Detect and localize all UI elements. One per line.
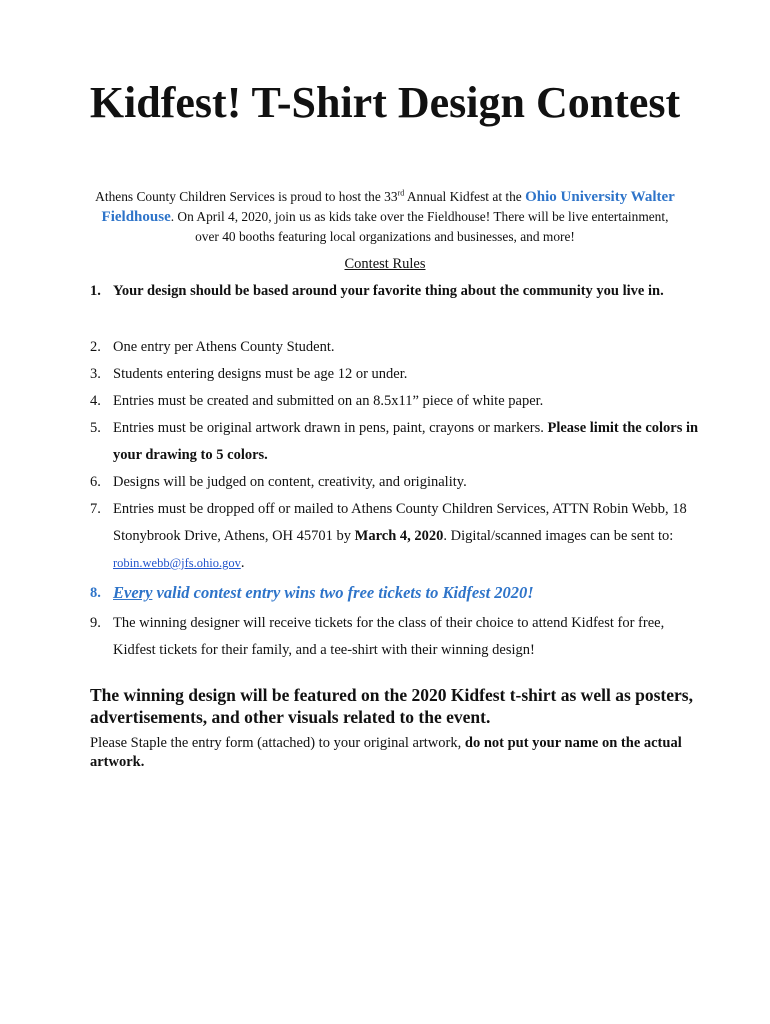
rule-number: 9.	[90, 615, 101, 631]
rule-item-4	[90, 392, 700, 411]
rule-text-2: . Digital/scanned images can be sent to:	[443, 528, 674, 544]
rule-text: valid contest entry wins two free tickets to Kidfest 2020!	[152, 583, 534, 602]
rule-item-1	[90, 282, 700, 301]
rule-number: 5.	[90, 420, 101, 436]
rule-item-3	[90, 365, 700, 384]
intro-superscript: rd	[397, 188, 405, 198]
rule-item-5	[90, 415, 700, 469]
rule-text-3: .	[240, 555, 245, 571]
intro-paragraph	[95, 187, 675, 246]
rule-text: Entries must be created and submitted on an 8.5x11” piece of white paper.	[113, 393, 544, 409]
rule-item-9	[90, 610, 700, 664]
rules-heading: Contest Rules	[344, 256, 426, 272]
intro-text-2: Annual Kidfest at the	[404, 189, 526, 204]
rule-item-7	[90, 496, 700, 577]
venue-name: Ohio University Walter Fieldhouse	[101, 189, 675, 225]
rule-number: 4.	[90, 393, 101, 409]
staple-instructions	[90, 734, 700, 772]
rule-text: Students entering designs must be age 12 or under.	[113, 366, 408, 382]
rule-item-2	[90, 338, 700, 357]
rule-text-wrapper	[113, 415, 700, 469]
rule-number: 1.	[90, 283, 101, 299]
featured-statement: The winning design will be featured on the 2020 Kidfest t-shirt as well as posters, advertisements, and other visuals related to the event.	[90, 685, 693, 727]
rule-text-wrapper	[113, 496, 700, 577]
rule-number: 8.	[90, 585, 101, 601]
staple-text: Please Staple the entry form (attached) to your original artwork,	[90, 735, 465, 751]
rule-number: 2.	[90, 339, 101, 355]
intro-text-1: Athens County Children Services is proud to host the 33	[95, 189, 398, 204]
rule-text: Designs will be judged on content, creativity, and originality.	[113, 474, 467, 490]
rule-number: 7.	[90, 501, 101, 517]
rule-text: Entries must be dropped off or mailed to Athens County Children Services, ATTN Robin Webb, 18 Stonybrook Drive, Athens, OH 45701 by	[113, 501, 687, 544]
email-link[interactable]: robin.webb@jfs.ohio.gov	[113, 556, 241, 570]
rule-emphasis: Please limit the colors in your drawing to 5 colors.	[113, 420, 699, 463]
rule-text: Entries must be original artwork drawn in pens, paint, crayons or markers.	[113, 420, 548, 436]
staple-warning: do not put your name on the actual artwork.	[90, 735, 682, 770]
rule-item-8	[90, 582, 700, 604]
rule-number: 6.	[90, 474, 101, 490]
rule-text: Your design should be based around your favorite thing about the community you live in.	[113, 283, 664, 299]
rule-text-wrapper	[113, 582, 700, 604]
rule-number: 3.	[90, 366, 101, 382]
rule-item-6	[90, 473, 700, 492]
rule-text: One entry per Athens County Student.	[113, 339, 335, 355]
rule-emphasis: Every	[113, 583, 153, 602]
rule-text: The winning designer will receive tickets for the class of their choice to attend Kidfest for free, Kidfest tickets for their family, and a tee-shirt with their winning design!	[113, 615, 665, 658]
page-title: Kidfest! T-Shirt Design Contest	[89, 78, 681, 127]
intro-text-3: . On April 4, 2020, join us as kids take over the Fieldhouse! There will be live entertainment, over 40 booths featuring local organizations and businesses, and more!	[170, 209, 669, 244]
deadline-date: March 4, 2020	[354, 528, 444, 544]
